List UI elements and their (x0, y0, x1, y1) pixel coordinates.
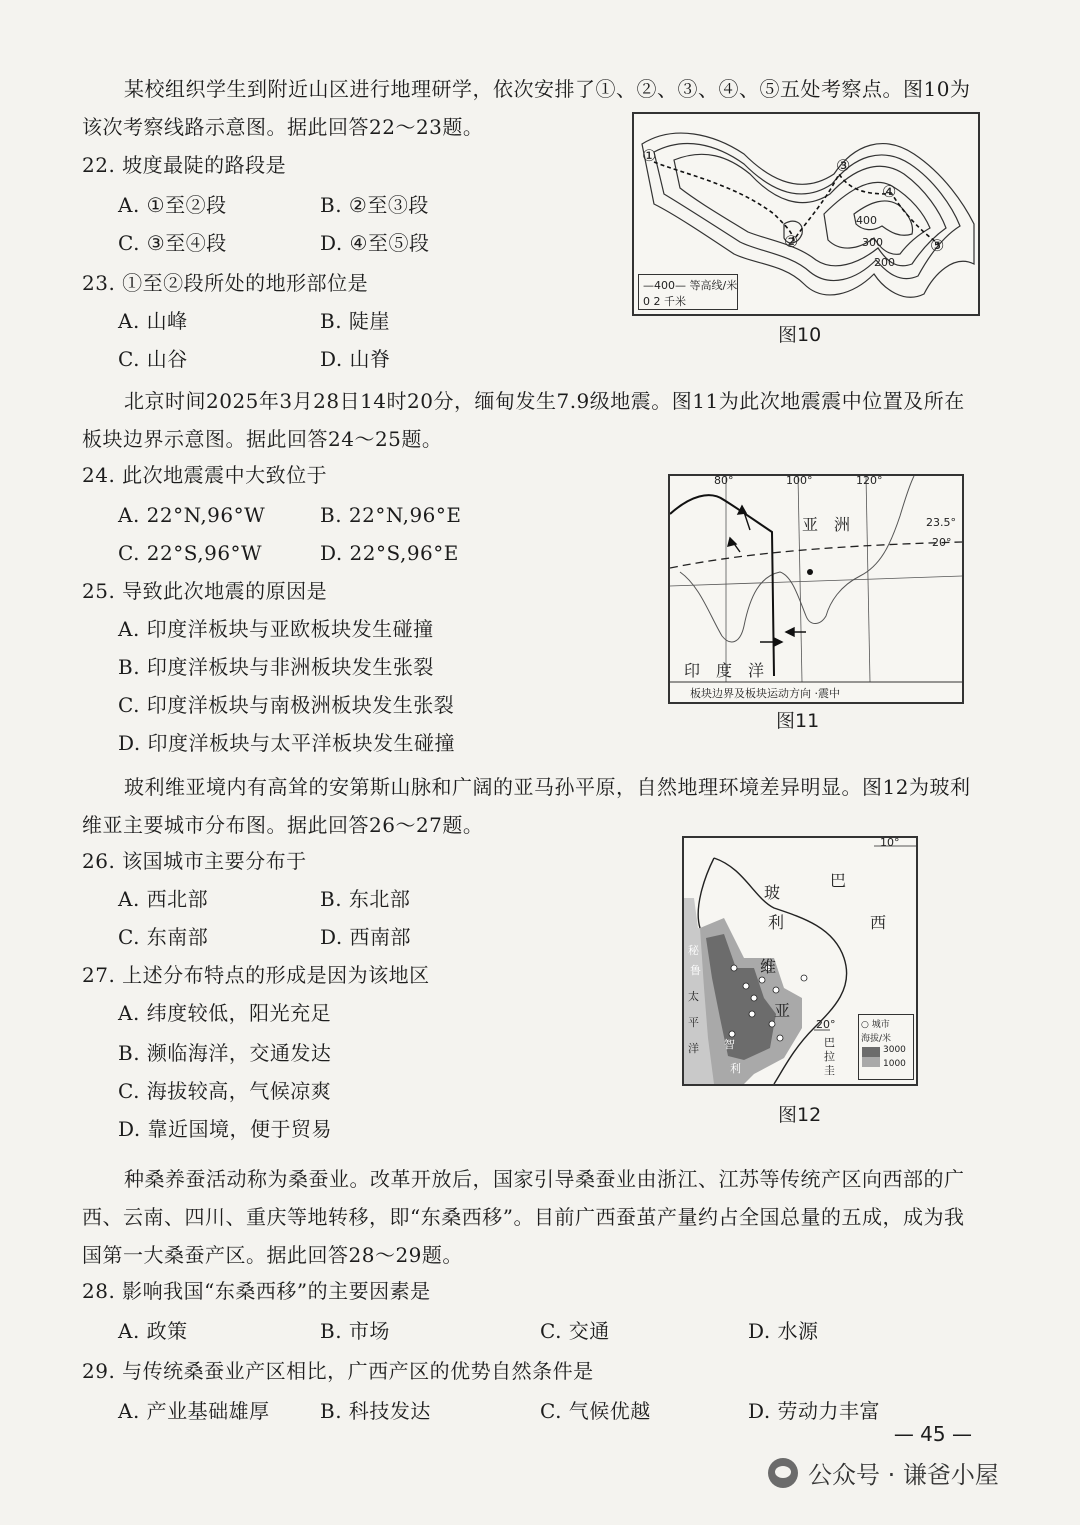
indian-ocean-label: 印 度 洋 (684, 661, 765, 680)
bolivia-char-4: 亚 (774, 1001, 791, 1020)
question-25-option-a[interactable]: A. 印度洋板块与亚欧板块发生碰撞 (118, 617, 434, 641)
question-25-stem: 25. 导致此次地震的原因是 (82, 579, 328, 603)
intro-paragraph-26-27: 玻利维亚境内有高耸的安第斯山脉和广阔的亚马孙平原，自然地理环境差异明显。图12为玻利维亚主要城市分布图。据此回答26～27题。 (82, 775, 971, 837)
pacific-char-1: 太 (688, 990, 699, 1003)
wechat-icon (768, 1458, 798, 1488)
bolivia-char-1: 玻 (764, 883, 781, 902)
intro-paragraph-28-29: 种桑养蚕活动称为桑蚕业。改革开放后，国家引导桑蚕业由浙江、江苏等传统产区向西部的广西、云南、四川、重庆等地转移，即“东桑西移”。目前广西蚕茧产量约占全国总量的五成，成为我国第一大桑蚕产区。据此回答28～29题。 (82, 1167, 965, 1267)
contour-label-400: 400 (856, 214, 877, 227)
intro-paragraph-22-23: 某校组织学生到附近山区进行地理研学，依次安排了①、②、③、④、⑤五处考察点。图10为该次考察线路示意图。据此回答22～23题。 (82, 77, 971, 139)
legend-high-swatch (862, 1047, 880, 1057)
contour-label-300: 300 (862, 236, 883, 249)
lat-20-label: 20° (816, 1018, 836, 1031)
question-27-option-b[interactable]: B. 濒临海洋，交通发达 (118, 1041, 332, 1065)
question-24-option-a[interactable]: A. 22°N,96°W (118, 503, 266, 527)
question-23-stem: 23. ①至②段所处的地形部位是 (82, 271, 369, 295)
question-28-stem: 28. 影响我国“东桑西移”的主要因素是 (82, 1279, 431, 1303)
fig11-legend: 板块边界及板块运动方向 ·震中 (690, 687, 840, 700)
paraguay-char-3: 圭 (824, 1064, 835, 1077)
question-25-option-c[interactable]: C. 印度洋板块与南极洲板块发生张裂 (118, 693, 455, 717)
brazil-char-1: 巴 (830, 871, 847, 890)
question-24-option-c[interactable]: C. 22°S,96°W (118, 541, 263, 565)
question-22-option-a[interactable]: A. ①至②段 (118, 193, 227, 217)
lat-20-label: 20° (932, 536, 952, 549)
question-22-option-c[interactable]: C. ③至④段 (118, 231, 227, 255)
question-27-option-c[interactable]: C. 海拔较高，气候凉爽 (118, 1079, 332, 1103)
question-22-option-d[interactable]: D. ④至⑤段 (320, 231, 430, 255)
question-29-stem: 29. 与传统桑蚕业产区相比，广西产区的优势自然条件是 (82, 1359, 594, 1383)
legend-city: ○ 城市 (861, 1020, 890, 1030)
question-22-stem: 22. 坡度最陡的路段是 (82, 153, 287, 177)
lon-120-label: 120° (856, 474, 883, 487)
figure-12-bolivia-map (682, 836, 918, 1086)
watermark-text: 公众号 · 谦爸小屋 (808, 1461, 999, 1489)
lat-10-label: 10° (880, 836, 900, 849)
pacific-char-3: 洋 (688, 1042, 699, 1055)
peru-char-1: 秘 (688, 944, 699, 957)
question-28-option-c[interactable]: C. 交通 (540, 1319, 610, 1343)
tropic-line (670, 542, 962, 568)
question-29-option-a[interactable]: A. 产业基础雄厚 (118, 1399, 270, 1423)
page-number: — 45 — (893, 1422, 972, 1446)
legend-1000: 1000 (883, 1059, 906, 1069)
legend-mid-swatch (862, 1057, 880, 1067)
bolivia-char-2: 利 (768, 913, 785, 932)
legend-3000: 3000 (883, 1045, 906, 1055)
epicenter-dot (807, 569, 813, 575)
question-29-option-c[interactable]: C. 气候优越 (540, 1399, 651, 1423)
point-4-label: ④ (882, 182, 897, 201)
question-26-option-d[interactable]: D. 西南部 (320, 925, 412, 949)
paraguay-char-2: 拉 (824, 1050, 835, 1063)
question-23-option-d[interactable]: D. 山脊 (320, 347, 391, 371)
legend-altitude: 海拔/米 (861, 1034, 892, 1044)
question-28-option-d[interactable]: D. 水源 (748, 1319, 819, 1343)
contour-label-200: 200 (874, 256, 895, 269)
point-2-label: ② (784, 232, 799, 251)
figure-10-route-map (632, 112, 980, 316)
question-28-option-a[interactable]: A. 政策 (118, 1319, 188, 1343)
question-26-stem: 26. 该国城市主要分布于 (82, 849, 307, 873)
question-27-option-d[interactable]: D. 靠近国境，便于贸易 (118, 1117, 333, 1141)
question-29-option-d[interactable]: D. 劳动力丰富 (748, 1399, 881, 1423)
figure-11-caption: 图11 (776, 710, 820, 732)
paraguay-char-1: 巴 (824, 1036, 835, 1049)
lon-100-label: 100° (786, 474, 813, 487)
figure-12-caption: 图12 (778, 1104, 822, 1126)
legend-contour-text: —400— 等高线/米 (643, 279, 738, 292)
bolivia-char-3: 维 (760, 957, 777, 976)
question-22-option-b[interactable]: B. ②至③段 (320, 193, 429, 217)
peru-char-2: 鲁 (690, 964, 701, 977)
question-26-option-b[interactable]: B. 东北部 (320, 887, 411, 911)
pacific-char-2: 平 (688, 1016, 699, 1029)
question-27-stem: 27. 上述分布特点的形成是因为该地区 (82, 963, 430, 987)
brazil-char-2: 西 (870, 913, 887, 932)
question-25-option-d[interactable]: D. 印度洋板块与太平洋板块发生碰撞 (118, 731, 456, 755)
coastline (680, 476, 914, 642)
question-25-option-b[interactable]: B. 印度洋板块与非洲板块发生张裂 (118, 655, 434, 679)
figure-11-plate-map (668, 474, 964, 704)
question-29-option-b[interactable]: B. 科技发达 (320, 1399, 431, 1423)
chile-char-1: 智 (724, 1038, 735, 1051)
intro-paragraph-24-25: 北京时间2025年3月28日14时20分，缅甸发生7.9级地震。图11为此次地震震中位置及所在板块边界示意图。据此回答24～25题。 (82, 389, 965, 451)
question-24-option-d[interactable]: D. 22°S,96°E (320, 541, 459, 565)
figure-10-caption: 图10 (778, 324, 822, 346)
point-3-label: ③ (836, 156, 851, 175)
question-27-option-a[interactable]: A. 纬度较低，阳光充足 (118, 1001, 332, 1025)
point-5-label: ⑤ (930, 236, 945, 255)
point-1-label: ① (642, 146, 657, 165)
question-26-option-a[interactable]: A. 西北部 (118, 887, 209, 911)
fig10-legend (638, 274, 738, 310)
watermark (768, 1455, 999, 1490)
asia-label: 亚 洲 (802, 515, 851, 534)
lon-80-label: 80° (714, 474, 734, 487)
question-23-option-b[interactable]: B. 陡崖 (320, 309, 390, 333)
question-26-option-c[interactable]: C. 东南部 (118, 925, 209, 949)
legend-scale-text: 0 2 千米 (643, 295, 686, 308)
lat-23-5-label: 23.5° (926, 516, 956, 529)
fig12-legend (858, 1014, 914, 1080)
question-24-option-b[interactable]: B. 22°N,96°E (320, 503, 462, 527)
question-23-option-a[interactable]: A. 山峰 (118, 309, 188, 333)
question-28-option-b[interactable]: B. 市场 (320, 1319, 390, 1343)
chile-char-2: 利 (730, 1062, 741, 1075)
question-24-stem: 24. 此次地震震中大致位于 (82, 463, 328, 487)
question-23-option-c[interactable]: C. 山谷 (118, 347, 188, 371)
